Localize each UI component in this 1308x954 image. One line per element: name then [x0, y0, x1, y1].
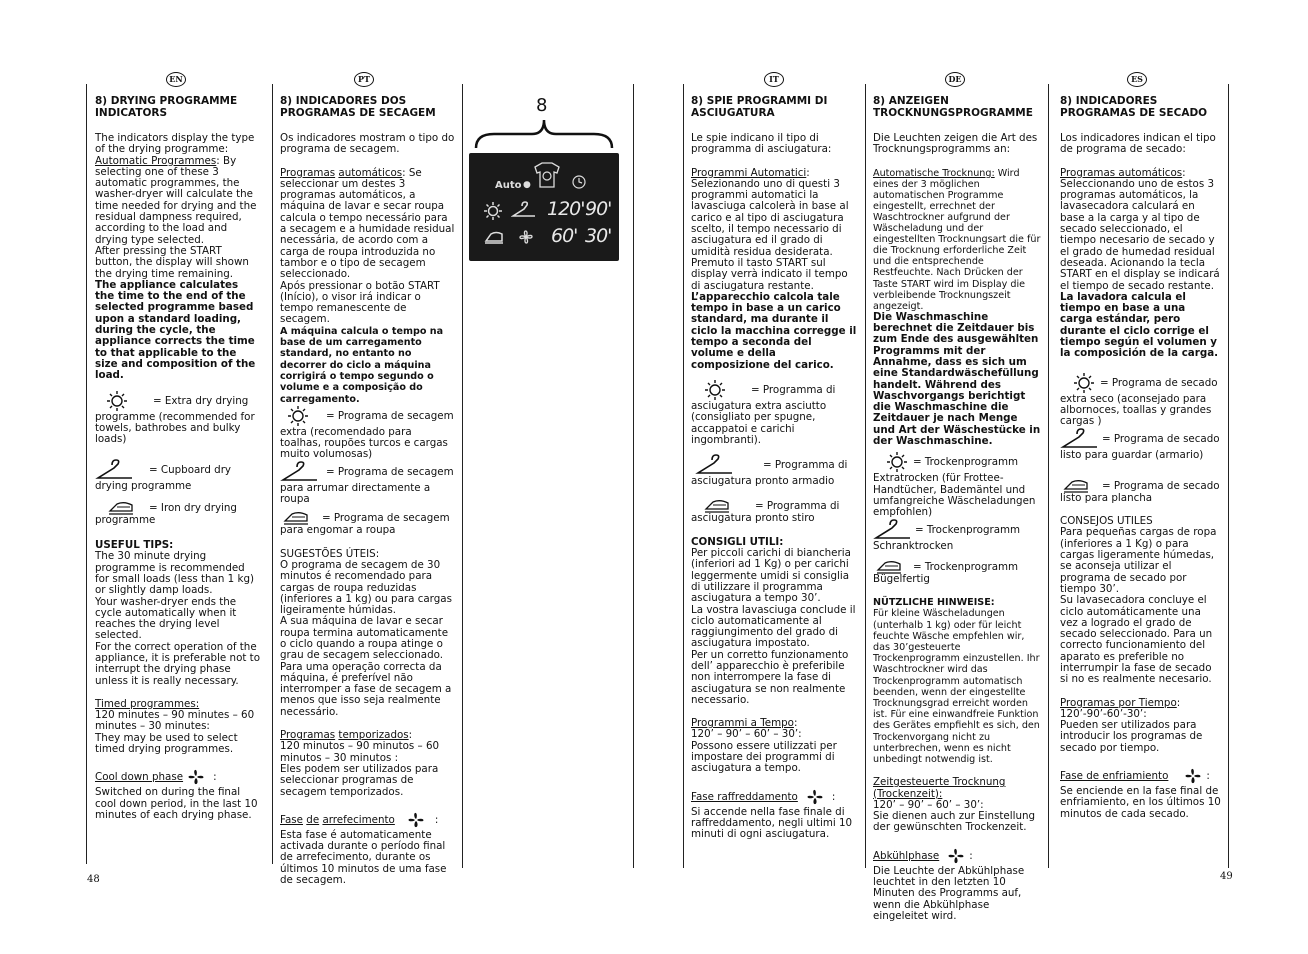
hanger-icon	[95, 459, 135, 481]
column-es	[1060, 96, 1221, 820]
paragraph-bold: The appliance calculates the time to the end of the selected programme based upon a standard loading, during the cycle, the appliance corrects the time to that applicable to the size and composition of the load.	[95, 278, 256, 382]
language-badge-it: IT	[764, 72, 784, 87]
symbol-row: = Programa de secagem para engomar a roupa	[280, 512, 450, 537]
language-badge-en: EN	[166, 72, 186, 87]
sun-icon	[701, 379, 729, 401]
symbol-row: = Programma di asciugatura pronto armadio	[691, 454, 857, 487]
column-divider	[1228, 84, 1229, 868]
paragraph: Programmi Automatici: Selezionando uno di questi 3 programmi automatici la lavasciuga calcolerà in base al carico e al tipo di asciugatura scelto, il tempo necessario di asciugatura ed il grado di umidità residua desiderata.	[691, 166, 849, 258]
iron-icon	[1062, 479, 1090, 493]
paragraph: Fase raffreddamento :	[691, 787, 857, 807]
paragraph: The 30 minute drying programme is recommended for small loads (less than 1 kg) or slightly damp loads.	[95, 550, 255, 597]
column-it	[691, 96, 857, 841]
paragraph: Zeitgesteuerte Trocknung (Trockenzeit):	[873, 776, 1006, 800]
fan-icon	[1182, 766, 1204, 786]
paragraph: Para uma operação correcta da máquina, é preferível não interromper a fase de secagem a menos que isso seja realmente necessário.	[280, 660, 452, 718]
iron-icon	[875, 560, 903, 574]
symbol-row: = Trockenprogramm Schranktrocken	[873, 519, 1043, 552]
column-de	[873, 96, 1043, 922]
fan-icon	[185, 767, 207, 787]
paragraph: After pressing the START button, the display will shown the drying time remaining.	[95, 244, 249, 280]
paragraph: 120’ – 90’ – 60’ – 30’:	[873, 798, 984, 811]
subheading: Automatic Programmes	[95, 154, 217, 167]
symbol-row: = Programa de secado extra seco (aconsejado para albornoces, toallas y grandes cargas )	[1060, 372, 1221, 428]
symbol-row: = Trockenprogramm Extratrocken (für Frottee-Handtücher, Bademäntel und umfangreiche Wäscheladungen empfohlen)	[873, 451, 1043, 518]
iron-icon	[483, 229, 505, 245]
fan-icon	[945, 846, 967, 866]
paragraph: Abkühlphase :	[873, 846, 1043, 866]
language-badge-de: DE	[945, 72, 965, 87]
column-divider	[633, 84, 634, 868]
tips-title: USEFUL TIPS:	[95, 539, 174, 552]
brace-icon	[474, 116, 614, 150]
symbol-row: = Programa de secagem extra (recomendado para toalhas, roupões turcos e cargas muito volumosas)	[280, 405, 455, 461]
symbol-row: = Trockenprogramm Bügelfertig	[873, 560, 1019, 585]
language-badge-pt: PT	[354, 72, 374, 87]
symbol-row: = Iron dry drying programme	[95, 501, 237, 526]
column-divider	[462, 84, 463, 868]
dryer-display-panel	[469, 153, 619, 261]
section-title: 8) DRYING PROGRAMME INDICATORS	[95, 95, 238, 119]
paragraph: Automatic Programmes: By selecting one of these 3 automatic programmes, the washer-dryer will calculate the time needed for drying and the residual dampness required, according to the load and drying type selected.	[95, 154, 257, 246]
paragraph: Per un corretto funzionamento dell’ apparecchio è preferibile non interrompere la fase di asciugatura se non realmente necessario.	[691, 648, 849, 706]
paragraph: Si accende nella fase finale di raffreddamento, negli ultimi 10 minuti di ogni asciugatura.	[691, 805, 853, 841]
paragraph: They may be used to select timed drying programmes.	[95, 731, 238, 756]
figure-label: 8	[536, 95, 548, 116]
tips-title: CONSIGLI UTILI:	[691, 535, 784, 548]
clock-icon	[571, 174, 587, 190]
paragraph: Timed programmes:	[95, 697, 200, 710]
paragraph: Für kleine Wäscheladungen (unterhalb 1 kg) oder für leicht feuchte Wäsche empfehlen wir, das 30’gesteuerte Trockenprogramm einzustellen. Ihr Waschtrockner wird das Trockenprogramm automatisch beenden, wenn der eingestellte Trocknungsgrad erreicht worden ist. Für eine einwandfreie Funktion des Gerätes empfiehlt es sich, den Trockenvorgang nicht zu unterbrechen, wenn es nicht unbedingt notwendig ist.	[873, 608, 1040, 766]
shirt-sun-icon	[530, 161, 564, 189]
page-number-left: 48	[87, 874, 100, 885]
paragraph-bold: A máquina calcula o tempo na base de um carregamento standard, no entanto no decorrer do ciclo a máquina corrigirá o tempo segundo o volume e a composição do carregamento.	[280, 325, 444, 405]
iron-icon	[282, 511, 310, 525]
paragraph: 120’ – 90’ – 60’ – 30’:	[691, 728, 802, 741]
section-title: 8) SPIE PROGRAMMI DI ASCIUGATURA	[691, 95, 828, 119]
paragraph-bold: L’apparecchio calcola tale tempo in base a un carico standard, ma durante il ciclo la macchina corregge il tempo a seconda del volume e della composizione del carico.	[691, 290, 857, 371]
column-en	[95, 96, 260, 821]
time-120: 120'	[547, 198, 585, 220]
paragraph: Programas temporizados:	[280, 729, 413, 742]
tips-title: SUGESTÕES ÚTEIS:	[280, 547, 380, 560]
drop-icon: ●	[523, 180, 531, 190]
paragraph: Premuto il tasto START sul display verrà indicato il tempo di asciugatura restante.	[691, 256, 848, 292]
column-divider	[683, 84, 684, 868]
paragraph: Fase de enfriamiento :	[1060, 766, 1221, 786]
paragraph: Your washer-dryer ends the cycle automatically when it reaches the drying level selected.	[95, 595, 237, 642]
paragraph: Per piccoli carichi di biancheria (inferiori ad 1 Kg) o per carichi leggermente umidi si consiglia di utilizzare il programma asciugatura a tempo 30’.	[691, 547, 851, 605]
paragraph: Sie dienen auch zur Einstellung der gewünschten Trockenzeit.	[873, 810, 1036, 834]
time-30: 30'	[585, 225, 612, 247]
paragraph: Die Leuchte der Abkühlphase leuchtet in den letzten 10 Minuten des Programms auf, wenn die Abkühlphase eingeleitet wird.	[873, 864, 1025, 922]
fan-icon	[405, 810, 427, 830]
time-90: 90'	[585, 198, 612, 220]
column-divider	[86, 84, 87, 864]
sun-icon	[284, 405, 312, 427]
symbol-row: = Programma di asciugatura pronto stiro	[691, 500, 840, 525]
paragraph: 120 minutes – 90 minutes – 60 minutes – 30 minutes:	[95, 709, 255, 733]
symbol-row: = Programa de secado listo para plancha	[1060, 479, 1220, 504]
sun-icon	[103, 390, 131, 412]
paragraph: Le spie indicano il tipo di programma di asciugatura:	[691, 132, 832, 156]
paragraph: Los indicadores indican el tipo de programa de secado:	[1060, 132, 1216, 156]
paragraph: Os indicadores mostram o tipo do programa de secagem.	[280, 132, 455, 156]
symbol-row: = Extra dry drying programme (recommended for towels, bathrobes and bulky loads)	[95, 390, 260, 446]
paragraph: Esta fase é automaticamente activada durante o período final de arrefecimento, durante os últimos 10 minutos de uma fase de secagem.	[280, 828, 447, 887]
section-title: 8) INDICADORES DOS PROGRAMAS DE SECAGEM	[280, 95, 436, 119]
column-divider	[272, 84, 273, 864]
section-title: 8) ANZEIGEN TROCKNUNGSPROGRAMME	[873, 95, 1033, 119]
paragraph: Automatische Trocknung: Wird eines der 3 möglichen automatischen Programme eingestellt, errechnet der Waschtrockner aufgrund der Wäscheladung und der eingestellten Trocknungsart die für die Trocknung erforderliche Zeit und die entsprechende Restfeuchte. Nach Drücken der Taste START wird im Display die verbleibende Trocknungszeit angezeigt.	[873, 167, 1041, 312]
paragraph: Cool down phase :	[95, 767, 260, 787]
paragraph-bold: Die Waschmaschine berechnet die Zeitdauer bis zum Ende des ausgewählten Programms mit der Annahme, dass es sich um eine Standardwäschefüllung handelt. Während des Waschvorgangs berichtigt die Waschmaschine die Zeitdauer je nach Menge und Art der Wäschestücke in der Waschmaschine.	[873, 310, 1041, 448]
section-title: 8) INDICADORES PROGRAMAS DE SECADO	[1060, 95, 1208, 119]
paragraph: O programa de secagem de 30 minutos é recomendado para cargas de roupa reduzidas (inferiores a 1 kg) ou para cargas ligeiramente húmidas.	[280, 558, 452, 617]
hanger-icon	[511, 201, 537, 219]
paragraph: Switched on during the final cool down period, in the last 10 minutes of each drying phase.	[95, 786, 258, 821]
sun-icon	[883, 451, 911, 473]
paragraph: The indicators display the type of the drying programme:	[95, 132, 255, 156]
hanger-icon	[1060, 428, 1100, 450]
extra-dry-sun-icon	[483, 201, 503, 221]
auto-label: Auto	[495, 180, 522, 191]
paragraph: Se enciende en la fase final de enfriamiento, en los últimos 10 minutos de cada secado.	[1060, 785, 1221, 820]
sun-icon	[1070, 372, 1098, 394]
language-badge-es: ES	[1127, 72, 1147, 87]
symbol-row: = Programa de secagem para arrumar directamente a roupa	[280, 461, 455, 506]
time-60: 60'	[551, 225, 578, 247]
symbol-row: = Cupboard dry drying programme	[95, 459, 260, 492]
tips-title: CONSEJOS UTILES	[1060, 515, 1153, 528]
hanger-icon	[873, 519, 913, 541]
paragraph: Pueden ser utilizados para introducir los programas de secado por tiempo.	[1060, 719, 1203, 754]
symbol-row: = Programma di asciugatura extra asciutto (consigliato per spugne, accappatoi e carichi ingombranti).	[691, 379, 857, 446]
paragraph: Para pequeñas cargas de ropa (inferiores a 1 Kg) o para cargas ligeramente húmedas, se aconseja utilizar el programa de secado por tiempo 30’.	[1060, 526, 1217, 595]
paragraph: Programas automáticos: Se seleccionar um destes 3 programas automáticos, a máquina de lavar e secar roupa calcula o tempo necessário para a secagem e a humidade residual necessária, de acordo com a carga de roupa introduzida no tambor e o tipo de secagem seleccionado.	[280, 166, 455, 281]
paragraph: 120 minutos – 90 minutos – 60 minutos – 30 minutos :	[280, 740, 440, 764]
paragraph: 120’-90’-60’-30’:	[1060, 707, 1147, 720]
column-divider	[865, 84, 866, 868]
symbol-row: = Programa de secado listo para guardar (armario)	[1060, 428, 1221, 461]
paragraph: Programas automáticos: Seleccionando uno de estos 3 programas automáticos, la lavasecadora calculará en base a la carga y al tipo de secado seleccionado, el tiempo necesario de secado y el grado de humedad residual deseada. Acionando la tecla START en el display se indicará el tiempo de secado restante.	[1060, 166, 1220, 292]
paragraph: A sua máquina de lavar e secar roupa termina automaticamente o ciclo quando a roupa atinge o grau de secagem seleccionado.	[280, 615, 449, 662]
paragraph: Die Leuchten zeigen die Art des Trocknungsprogramms an:	[873, 132, 1038, 156]
fan-icon	[804, 787, 826, 807]
tips-title: NÜTZLICHE HINWEISE:	[873, 597, 995, 609]
hanger-icon	[280, 461, 320, 483]
paragraph: For the correct operation of the appliance, it is preferable not to interrupt the drying phase unless it is really necessary.	[95, 640, 261, 687]
paragraph: Após pressionar o botão START (Início), o visor irá indicar o tempo remanescente de secagem.	[280, 279, 440, 326]
hanger-icon	[695, 454, 735, 476]
paragraph: Programmi a Tempo:	[691, 717, 798, 730]
column-divider	[1048, 84, 1049, 868]
iron-icon	[703, 499, 731, 513]
paragraph: Fase de arrefecimento :	[280, 810, 455, 830]
paragraph: Su lavasecadora concluye el ciclo automáticamente una vez a logrado el grado de secado seleccionado. Para un correcto funcionamiento del aparato es preferible no interrumpir la fase de secado si no es realmente necesario.	[1060, 594, 1213, 686]
fan-icon	[517, 228, 535, 246]
column-pt	[280, 96, 455, 886]
paragraph: Programas por Tiempo:	[1060, 696, 1181, 709]
iron-icon	[107, 501, 135, 515]
paragraph: Eles podem ser utilizados para seleccionar programas de secagem temporizados.	[280, 762, 439, 798]
paragraph: La vostra lavasciuga conclude il ciclo automaticamente al raggiungimento del grado di asciugatura impostato.	[691, 603, 856, 650]
paragraph: Possono essere utilizzati per impostare dei programmi di asciugatura a tempo.	[691, 739, 837, 775]
paragraph-bold: La lavadora calcula el tiempo en base a una carga estándar, pero durante el ciclo corrige el tiempo según el volumen y la composición de la carga.	[1060, 290, 1219, 360]
page-number-right: 49	[1220, 871, 1233, 882]
